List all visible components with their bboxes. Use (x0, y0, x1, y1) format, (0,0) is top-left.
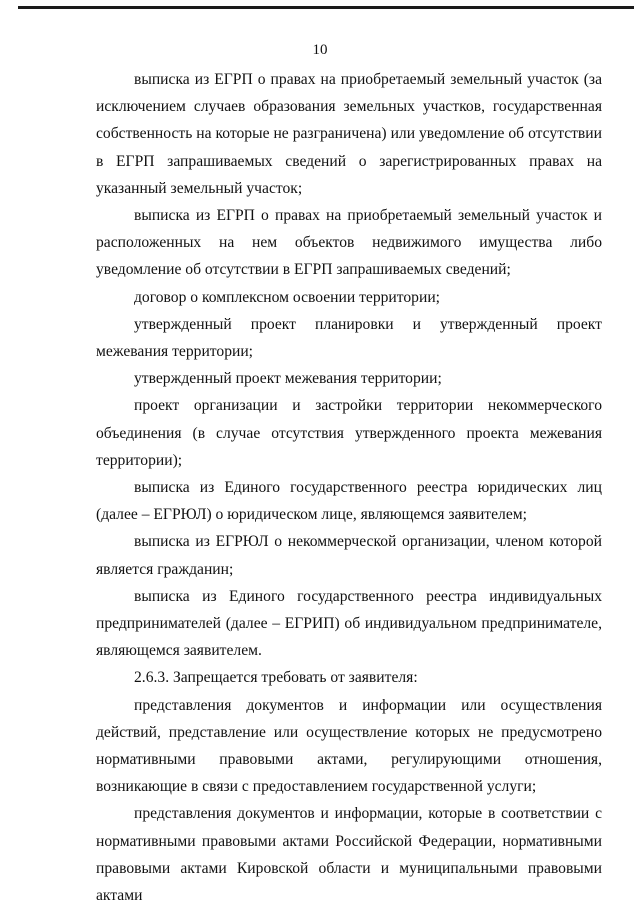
paragraph-planning-project: утвержденный проект планировки и утвержденный проект межевания территории; (96, 315, 602, 361)
section-heading-2-6-3: 2.6.3. Запрещается требовать от заявителя: (134, 669, 418, 687)
paragraph-prohibited-documents: представления документов и информации, которые в соответствии с нормативными правовыми актами Российской Федерации, нормативными правовыми актами Кировской области и муниципальными правовыми актами (96, 805, 602, 905)
paragraph-organization-project: проект организации и застройки территории некоммерческого объединения (в случае отсутствия утвержденного проекта межевания территории); (96, 397, 602, 469)
paragraph-egrp-land-plot: выписка из ЕГРП о правах на приобретаемый земельный участок (за исключением случаев образования земельных участков, государственная собственность на которые не разграничена) или уведомление об отсутствии в ЕГРП запрашиваемых сведений о зарегистрированных правах на указанный земельный участок; (96, 71, 602, 197)
paragraph-egrp-real-estate: выписка из ЕГРП о правах на приобретаемый земельный участок и расположенных на нем объектов недвижимого имущества либо уведомление об отсутствии в ЕГРП запрашиваемых сведений; (96, 207, 602, 279)
top-border-line (18, 6, 634, 9)
document-body (96, 66, 602, 909)
paragraph-surveying-project: утвержденный проект межевания территории; (134, 370, 442, 388)
paragraph-development-agreement: договор о комплексном освоении территории; (134, 288, 441, 306)
paragraph-egrul-applicant: выписка из Единого государственного реестра юридических лиц (далее – ЕГРЮЛ) о юридическом лице, являющемся заявителем; (96, 479, 602, 524)
paragraph-egrip-applicant: выписка из Единого государственного реестра индивидуальных предпринимателей (далее – ЕГРИП) об индивидуальном предпринимателе, являющемся заявителем. (96, 587, 602, 660)
paragraph-egrul-nonprofit: выписка из ЕГРЮЛ о некоммерческой организации, членом которой является гражданин; (96, 533, 602, 578)
page-number: 10 (312, 42, 328, 58)
paragraph-prohibited-actions: представления документов и информации или осуществления действий, представление или осуществление которых не предусмотрено нормативными правовыми актами, регулирующими отношения, возникающие в связи с предоставлением государственной услуги; (96, 696, 602, 796)
